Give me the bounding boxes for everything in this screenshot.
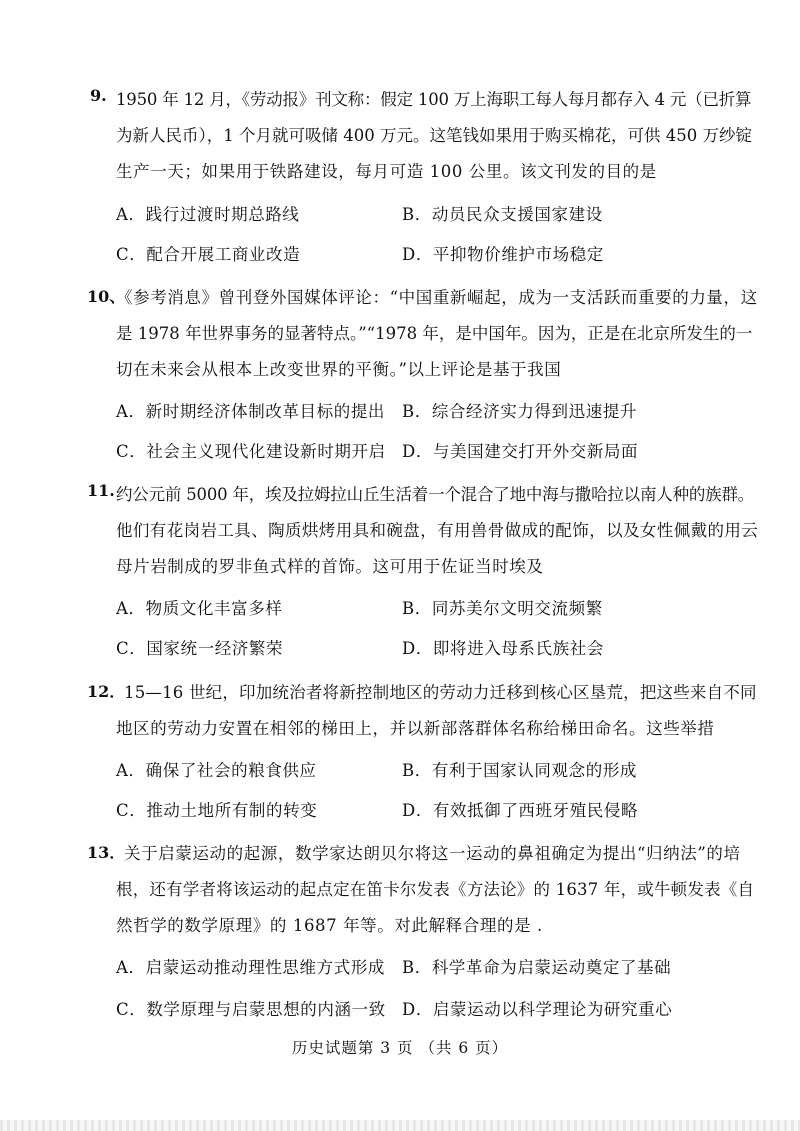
question-number: 10、	[87, 287, 126, 306]
option-c: C．国家统一经济繁荣	[116, 639, 284, 658]
option-c: C．配合开展工商业改造	[116, 245, 301, 264]
question-text-line: 地区的劳动力安置在相邻的梯田上，并以新部落群体名称给梯田命名。这些举措	[116, 719, 715, 738]
question-text-line: 关于启蒙运动的起源，数学家达朗贝尔将这一运动的鼻祖确定为提出“归纳法”的培	[124, 844, 741, 863]
question-number: 9.	[90, 86, 107, 105]
question-text-line: 然哲学的数学原理》的 1687 年等。对此解释合理的是 .	[116, 916, 543, 935]
question-text-line: 母片岩制成的罗非鱼式样的首饰。这可用于佐证当时埃及	[116, 557, 544, 576]
option-d: D．平抑物价维护市场稳定	[402, 245, 604, 264]
option-d: D．有效抵御了西班牙殖民侵略	[402, 801, 639, 820]
option-d: D．即将进入母系氏族社会	[402, 639, 604, 658]
option-c: C．数学原理与启蒙思想的内涵一致	[116, 1000, 386, 1019]
question-text-line: 他们有花岗岩工具、陶质烘烤用具和碗盘，有用兽骨做成的配饰，以及女性佩戴的用云	[116, 521, 759, 540]
option-b: B．综合经济实力得到迅速提升	[402, 402, 638, 421]
option-d: D．启蒙运动以科学理论为研究重心	[402, 1000, 673, 1019]
option-d: D．与美国建交打开外交新局面	[402, 442, 639, 461]
question-number: 11.	[87, 481, 115, 500]
question-number: 12．	[87, 682, 126, 701]
question-text-line: 切在未来会从根本上改变世界的平衡。”以上评论是基于我国	[116, 360, 562, 379]
question-number: 13．	[87, 843, 126, 862]
scan-edge-divider	[0, 1120, 800, 1131]
option-b: B．动员民众支援国家建设	[402, 205, 603, 224]
question-text-line: 《参考消息》曾刊登外国媒体评论：“中国重新崛起，成为一支活跃而重要的力量，这	[116, 288, 758, 307]
option-b: B．有利于国家认同观念的形成	[402, 761, 638, 780]
option-b: B．科学革命为启蒙运动奠定了基础	[402, 958, 672, 977]
question-text-line: 是 1978 年世界事务的显著特点。”“1978 年，是中国年。因为，正是在北京所发生的一	[116, 324, 753, 343]
option-c: C．社会主义现代化建设新时期开启	[116, 442, 386, 461]
question-text-line: 15—16 世纪，印加统治者将新控制地区的劳动力迁移到核心区垦荒，把这些来自不同	[124, 683, 757, 702]
option-a: A．新时期经济体制改革目标的提出	[116, 402, 386, 421]
option-a: A．确保了社会的粮食供应	[116, 761, 317, 780]
question-text-line: 1950 年 12 月，《劳动报》刊文称：假定 100 万上海职工每人每月都存入 4 元（已折算	[116, 90, 752, 109]
question-text-line: 为新人民币），1 个月就可吸储 400 万元。这笔钱如果用于购买棉花，可供 450 万纱锭	[116, 126, 752, 145]
option-a: A．启蒙运动推动理性思维方式形成	[116, 958, 386, 977]
option-a: A．践行过渡时期总路线	[116, 205, 300, 224]
question-text-line: 生产一天；如果用于铁路建设，每月可造 100 公里。该文刊发的目的是	[116, 162, 657, 181]
question-text-line: 约公元前 5000 年，埃及拉姆拉山丘生活着一个混合了地中海与撒哈拉以南人种的族群。	[116, 485, 755, 504]
page-footer: 历史试题第 3 页 （共 6 页）	[291, 1039, 509, 1057]
option-c: C．推动土地所有制的转变	[116, 801, 318, 820]
option-a: A．物质文化丰富多样	[116, 599, 283, 618]
question-text-line: 根，还有学者将该运动的起点定在笛卡尔发表《方法论》的 1637 年，或牛顿发表《自	[116, 880, 755, 899]
option-b: B．同苏美尔文明交流频繁	[402, 599, 603, 618]
